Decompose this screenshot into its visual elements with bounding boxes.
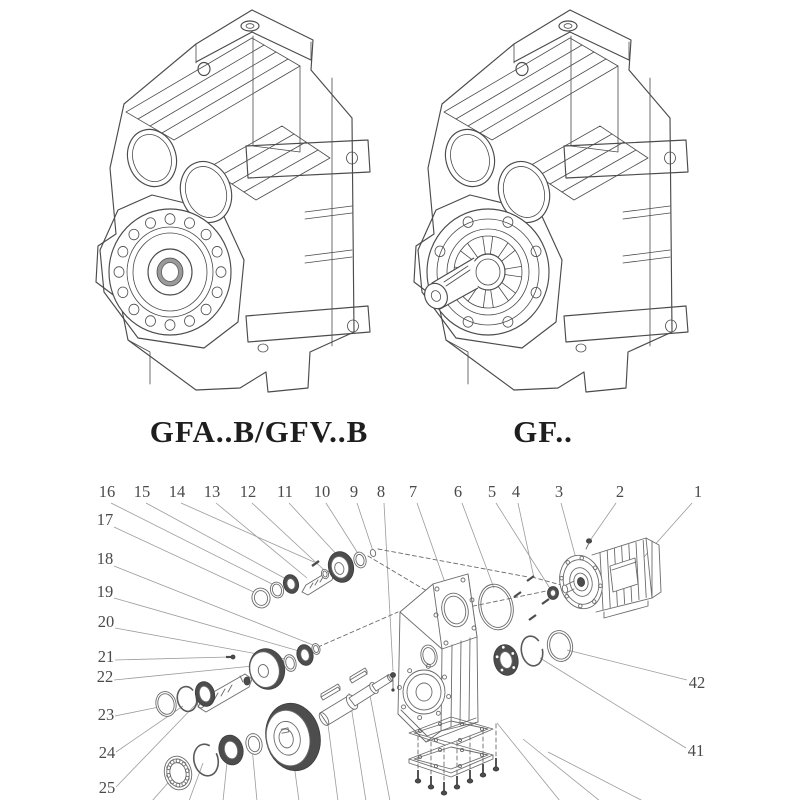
part-callout-19: 19 xyxy=(96,582,114,601)
snap-ring xyxy=(519,634,546,668)
part-callout-8: 8 xyxy=(376,482,386,501)
helical-gear xyxy=(260,698,327,776)
o-ring-gasket xyxy=(475,581,518,633)
gearbox-drawing-gf xyxy=(414,10,688,392)
part-callout-15: 15 xyxy=(133,482,151,501)
leader-line-21 xyxy=(115,657,228,660)
leader-line-42 xyxy=(567,650,687,680)
part-callout-20: 20 xyxy=(97,612,115,631)
caption-gfab-gfvb: GFA..B/GFV..B xyxy=(149,414,369,449)
exploded-parts-diagram xyxy=(97,482,706,800)
flat-gear xyxy=(245,645,289,693)
leader-line-15 xyxy=(146,503,288,580)
output-shaft-exploded xyxy=(317,668,393,727)
part-callout-1: 1 xyxy=(693,482,703,501)
output-shaft-parts xyxy=(161,668,396,793)
leader-line-2 xyxy=(589,503,616,542)
small-bolt xyxy=(226,655,235,659)
caption-gf: GF.. xyxy=(513,414,573,449)
end-cap xyxy=(250,586,273,610)
part-callout-18: 18 xyxy=(96,549,114,568)
part-callout-25: 25 xyxy=(98,778,116,797)
leader-line-23 xyxy=(115,707,159,716)
bearing xyxy=(281,573,300,595)
motor-bolt xyxy=(586,539,592,549)
shim-ring xyxy=(545,628,576,664)
pan-bolt xyxy=(493,721,499,771)
part-callout-23: 23 xyxy=(97,705,115,724)
leader-line-cutoff xyxy=(548,752,643,800)
part-callout-7: 7 xyxy=(408,482,418,501)
leader-line-9 xyxy=(357,503,373,551)
part-callout-22: 22 xyxy=(96,667,114,686)
part-callout-21: 21 xyxy=(97,647,115,666)
part-callout-13: 13 xyxy=(203,482,221,501)
pinion-shaft xyxy=(302,571,334,595)
input-shaft-parts xyxy=(250,549,377,610)
part-callout-9: 9 xyxy=(349,482,359,501)
leader-line-13 xyxy=(216,503,307,578)
leader-line-41 xyxy=(540,658,686,748)
part-callout-41: 41 xyxy=(687,741,705,760)
leader-line-cutoff xyxy=(327,717,338,800)
gear-housing xyxy=(397,574,478,742)
leader-line-16 xyxy=(111,503,274,585)
part-callout-5: 5 xyxy=(487,482,497,501)
bearing xyxy=(216,733,247,768)
leader-line-12 xyxy=(252,503,324,570)
oil-seal xyxy=(548,587,559,600)
part-callout-3: 3 xyxy=(554,482,564,501)
part-callout-2: 2 xyxy=(615,482,625,501)
part-callout-6: 6 xyxy=(453,482,463,501)
leader-line-22 xyxy=(114,666,253,680)
leader-line-10 xyxy=(326,503,359,555)
shim xyxy=(370,549,377,557)
leader-line-8 xyxy=(384,503,393,671)
part-callout-17: 17 xyxy=(96,510,114,529)
cover-plate xyxy=(409,743,493,777)
output-bearing xyxy=(491,642,521,677)
gearbox-drawing-gfab-gfvb xyxy=(96,10,370,392)
snap-ring-large xyxy=(190,742,221,779)
leader-line-11 xyxy=(289,503,340,558)
leader-line-5 xyxy=(496,503,551,590)
part-callout-4: 4 xyxy=(511,482,521,501)
part-callout-12: 12 xyxy=(239,482,257,501)
leader-line-4 xyxy=(518,503,534,578)
leader-line-cutoff xyxy=(252,747,257,800)
part-callout-42: 42 xyxy=(688,673,706,692)
part-callout-24: 24 xyxy=(98,743,116,762)
washer xyxy=(352,551,368,570)
part-callout-11: 11 xyxy=(277,482,293,501)
motor-flange xyxy=(554,551,608,614)
seal-ring xyxy=(153,689,178,718)
leader-line-cutoff xyxy=(368,685,390,800)
part-callout-10: 10 xyxy=(313,482,331,501)
leader-line-17 xyxy=(114,527,256,593)
motor xyxy=(554,538,661,618)
hollow-shaft-flange xyxy=(109,209,231,335)
part-callout-16: 16 xyxy=(98,482,116,501)
leader-line-19 xyxy=(114,598,299,651)
washer xyxy=(244,732,265,756)
part-callout-14: 14 xyxy=(168,482,186,501)
thrust-bearing xyxy=(161,753,195,793)
